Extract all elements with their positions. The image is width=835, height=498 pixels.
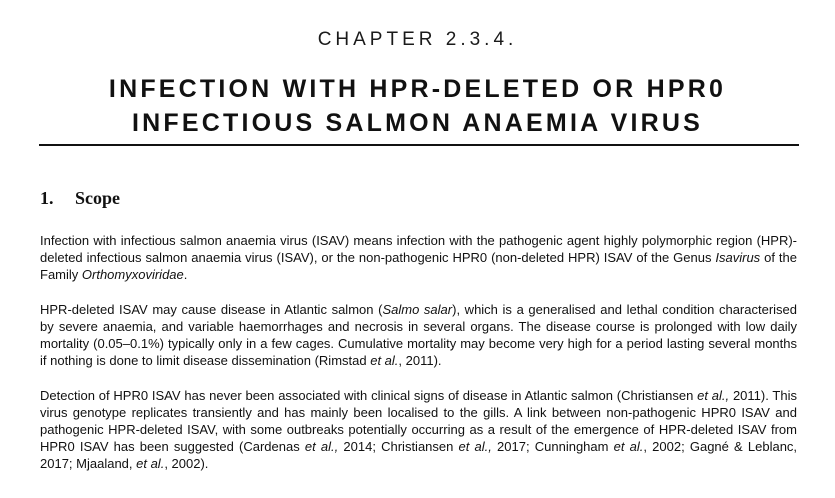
chapter-title bbox=[0, 72, 835, 140]
text-run: . bbox=[183, 267, 188, 282]
paragraph-definition bbox=[40, 232, 797, 283]
text-run: 2017; Cunningham bbox=[491, 439, 614, 454]
citation-etal: et al. bbox=[613, 439, 644, 454]
paragraph-disease bbox=[40, 301, 797, 369]
title-divider bbox=[39, 144, 799, 146]
section-number: 1. bbox=[40, 188, 54, 208]
text-run: 2011). This virus genotype replicates transiently and has mainly been localised to the gills. A link between non-pathogenic HPR0 ISAV and pathogenic HPR-deleted ISAV, with some outbreaks potentially occurring as a result of the emergence of HPR-deleted ISAV from HPR0 ISAV has been suggested (Cardenas bbox=[40, 388, 797, 454]
text-run: Infection with infectious salmon anaemia virus (ISAV) means infection with the pathogenic agent highly polymorphic region (HPR)-deleted infectious salmon anaemia virus (ISAV), or the non-pathogenic HPR0 (non-deleted HPR) ISAV of the Genus bbox=[40, 233, 797, 265]
text-run: , 2002). bbox=[164, 456, 209, 471]
text-run: of the Family bbox=[40, 250, 797, 282]
text-run: HPR-deleted ISAV may cause disease in Atlantic salmon ( bbox=[40, 302, 383, 317]
citation-etal: et al. bbox=[136, 456, 165, 471]
citation-etal: et al., bbox=[697, 388, 730, 403]
text-run: ), which is a generalised and lethal condition characterised by severe anaemia, and variable haemorrhages and necrosis in several organs. The disease course is prolonged with low daily mortality (0.05–0.1%) typically only in a few cages. Cumulative mortality may become very high for a period lasting several months if nothing is done to limit disease dissemination (Rimstad bbox=[40, 302, 797, 368]
citation-etal: et al., bbox=[304, 439, 339, 454]
text-run: , 2002; Gagné & Leblanc, 2017; Mjaaland, bbox=[40, 439, 798, 471]
paragraph-hpr0 bbox=[40, 387, 797, 472]
section-heading bbox=[40, 188, 120, 209]
species-name: Salmo salar bbox=[382, 302, 453, 317]
genus-name: Isavirus bbox=[715, 250, 761, 265]
citation-etal: et al. bbox=[370, 353, 399, 368]
family-name: Orthomyxoviridae bbox=[81, 267, 184, 282]
text-run: Detection of HPR0 ISAV has never been associated with clinical signs of disease in Atlantic salmon (Christiansen bbox=[40, 388, 698, 403]
chapter-label: CHAPTER 2.3.4. bbox=[317, 29, 518, 50]
chapter-title-line-1: INFECTION WITH HPR-DELETED OR HPR0 bbox=[108, 75, 727, 103]
text-run: , 2011). bbox=[398, 353, 442, 368]
citation-etal: et al., bbox=[458, 439, 492, 454]
chapter-title-line-2: INFECTIOUS SALMON ANAEMIA VIRUS bbox=[132, 109, 703, 137]
text-run: 2014; Christiansen bbox=[338, 439, 459, 454]
section-title: Scope bbox=[75, 188, 120, 208]
